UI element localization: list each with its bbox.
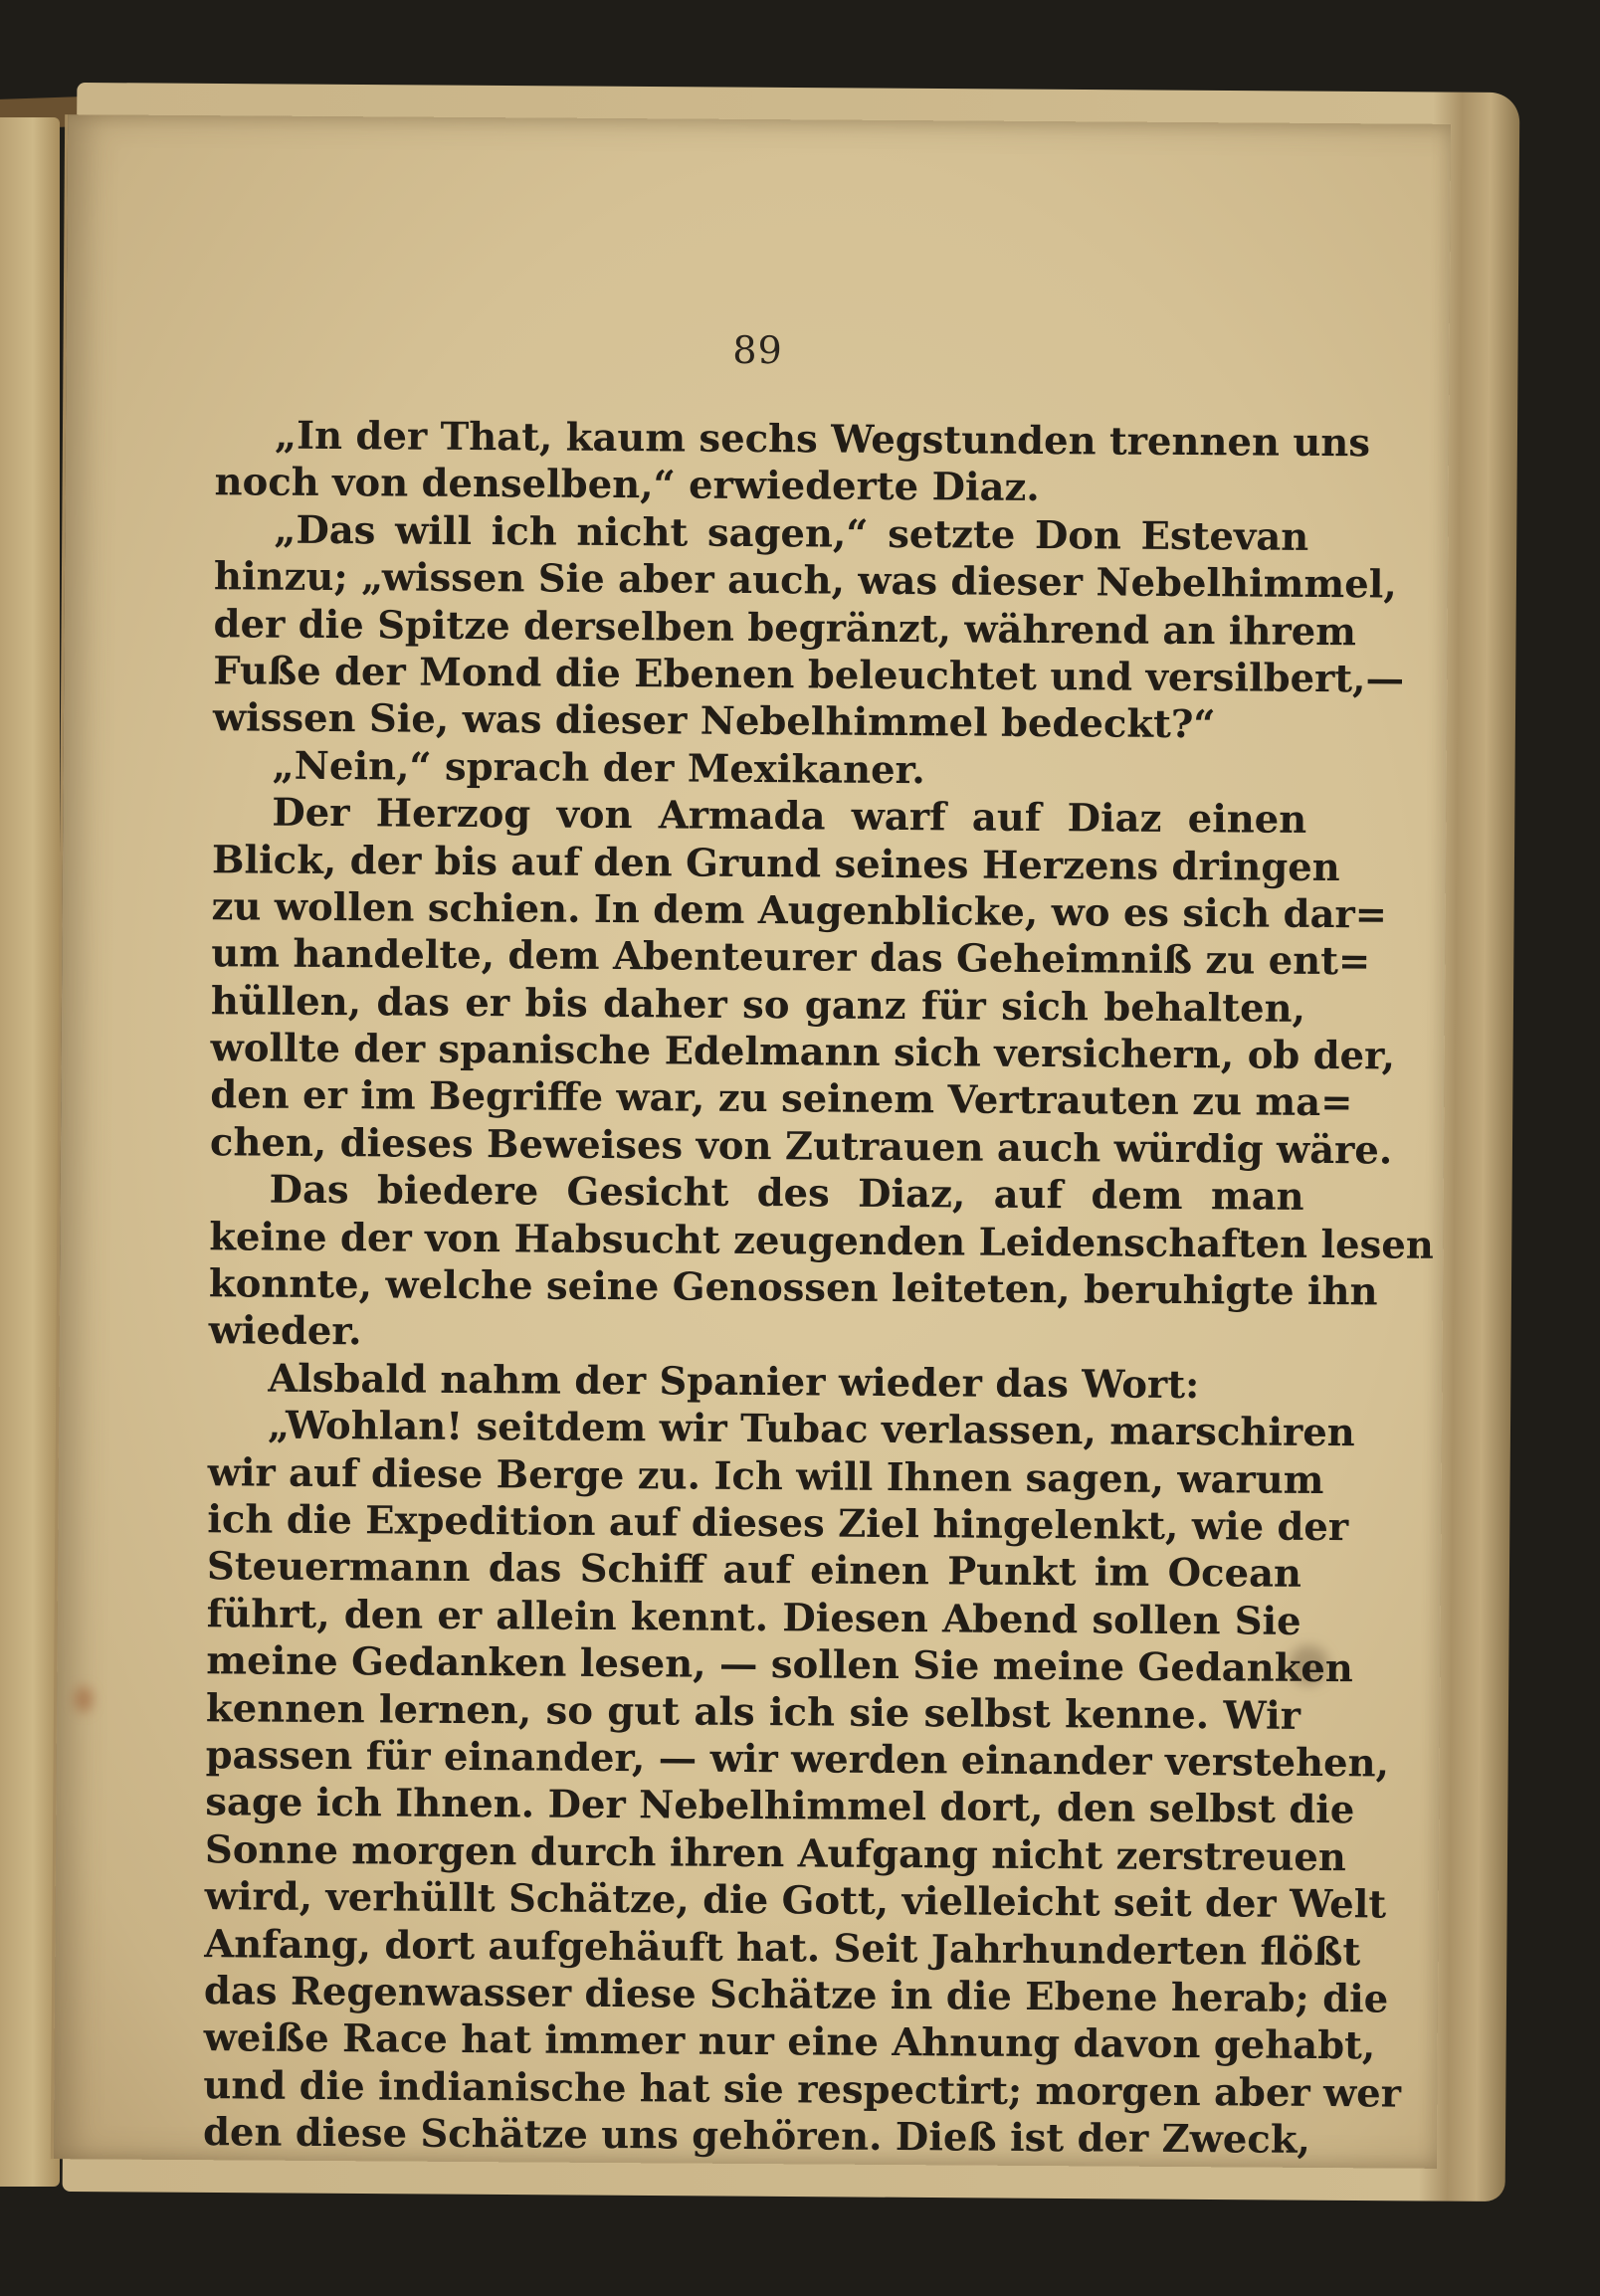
text-line: noch von denselben,“ erwiederte Diaz. (214, 460, 1040, 511)
text-line: Fuße der Mond die Ebenen beleuchtet und versilbert,— (213, 649, 1405, 702)
text-line: wir auf diese Berge zu. Ich will Ihnen sagen, warum (207, 1449, 1324, 1503)
text-line: meine Gedanken lesen, — sollen Sie meine Gedanken (206, 1638, 1353, 1692)
text-line: Anfang, dort aufgehäuft hat. Seit Jahrhunderten flößt (204, 1921, 1361, 1975)
text-line: hinzu; „wissen Sie aber auch, was dieser Nebelhimmel, (213, 554, 1397, 608)
text-line: wieder. (208, 1308, 362, 1355)
page-number: 89 (732, 327, 783, 373)
text-line: sage ich Ihnen. Der Nebelhimmel dort, den selbst die (205, 1780, 1355, 1833)
book-page (51, 114, 1451, 2169)
text-line: chen, dieses Beweises von Zutrauen auch würdig wäre. (209, 1120, 1393, 1174)
text-line: „Wohlan! seitdem wir Tubac verlassen, marschiren (267, 1403, 1355, 1456)
text-line: Sonne morgen durch ihren Aufgang nicht zerstreuen (204, 1826, 1347, 1880)
text-line: den er im Begriffe war, zu seinem Vertrauten zu ma= (210, 1072, 1353, 1126)
text-line: und die indianische hat sie respectirt; morgen aber wer (203, 2062, 1402, 2117)
text-line: „In der That, kaum sechs Wegstunden trennen uns (274, 413, 1371, 467)
text-line: wird, verhüllt Schätze, die Gott, vielleicht seit der Welt (204, 1874, 1387, 1928)
text-line: Das biedere Gesicht des Diaz, auf dem man (269, 1167, 1304, 1221)
text-line: ich die Expedition auf dieses Ziel hingelenkt, wie der (207, 1497, 1349, 1551)
text-line: zu wollen schien. In dem Augenblicke, wo es sich dar= (211, 884, 1388, 938)
text-line: keine der von Habsucht zeugenden Leidenschaften lesen (209, 1214, 1434, 1268)
text-line: kennen lernen, so gut als ich sie selbst kenne. Wir (205, 1685, 1301, 1739)
text-line: weiße Race hat immer nur eine Ahnung davon gehabt, (203, 2015, 1376, 2069)
text-line: Alsbald nahm der Spanier wieder das Wort: (268, 1356, 1200, 1408)
left-page-edge (0, 117, 60, 2187)
text-line: passen für einander, — wir werden einander verstehen, (205, 1733, 1390, 1787)
text-line: der die Spitze derselben begränzt, während an ihrem (213, 601, 1357, 655)
text-line: „Nein,“ sprach der Mexikaner. (272, 743, 925, 793)
text-line: um handelte, dem Abenteurer das Geheimniß zu ent= (211, 931, 1371, 985)
text-line: führt, den er allein kennt. Diesen Abend sollen Sie (206, 1591, 1301, 1644)
text-line: wissen Sie, was dieser Nebelhimmel bedeckt?“ (212, 695, 1216, 748)
body-text (202, 412, 1434, 2164)
text-line: Der Herzog von Armada warf auf Diaz einen (272, 790, 1307, 844)
page-stain (75, 1686, 93, 1712)
text-line: das Regenwasser diese Schätze in die Ebene herab; die (203, 1969, 1389, 2022)
text-line: „Das will ich nicht sagen,“ setzte Don Estevan (274, 507, 1309, 560)
text-line: konnte, welche seine Genossen leiteten, beruhigte ihn (208, 1261, 1378, 1315)
text-line: Blick, der bis auf den Grund seines Herzens dringen (211, 837, 1340, 890)
text-line: hüllen, das er bis daher so ganz für sich behalten, (210, 978, 1306, 1032)
text-line: wollte der spanische Edelmann sich versichern, ob der, (210, 1026, 1396, 1079)
text-line: Steuermann das Schiff auf einen Punkt im Ocean (206, 1544, 1302, 1598)
text-line: den diese Schätze uns gehören. Dieß ist der Zweck, (202, 2110, 1311, 2164)
